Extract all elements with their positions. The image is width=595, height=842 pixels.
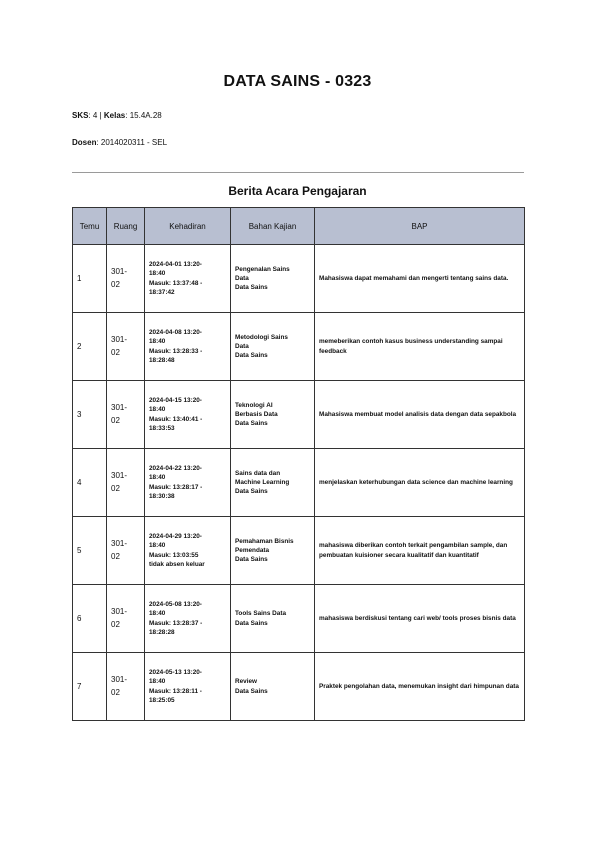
cell-kehadiran: 2024-05-13 13:20- 18:40 Masuk: 13:28:11 - 18:25:05 [145,653,231,721]
cell-ruang: 301- 02 [107,381,145,449]
cell-temu: 3 [73,381,107,449]
header-kehadiran: Kehadiran [145,208,231,245]
cell-bap: menjelaskan keterhubungan data science dan machine learning [315,449,525,517]
table-row [73,585,525,653]
kelas-value: 15.4A.28 [129,111,162,120]
section-divider [72,172,524,173]
table-header-row [73,208,525,245]
cell-bahan-kajian: Sains data dan Machine Learning Data Sains [231,449,315,517]
cell-kehadiran: 2024-04-15 13:20- 18:40 Masuk: 13:40:41 - 18:33:53 [145,381,231,449]
section-title: Berita Acara Pengajaran [228,184,367,198]
cell-ruang: 301- 02 [107,313,145,381]
course-meta: SKS: 4 | Kelas: 15.4A.28 [72,111,162,120]
cell-bahan-kajian: Teknologi AI Berbasis Data Data Sains [231,381,315,449]
cell-ruang: 301- 02 [107,517,145,585]
kelas-label: Kelas [103,111,126,120]
table-row [73,381,525,449]
cell-temu: 7 [73,653,107,721]
cell-ruang: 301- 02 [107,449,145,517]
sks-label: SKS [72,111,89,120]
cell-kehadiran: 2024-04-08 13:20- 18:40 Masuk: 13:28:33 - 18:28:48 [145,313,231,381]
cell-bap: mahasiswa diberikan contoh terkait pengambilan sample, dan pembuatan kuisioner secara kualitatif dan kuantitatif [315,517,525,585]
cell-bahan-kajian: Pengenalan Sains Data Data Sains [231,245,315,313]
cell-ruang: 301- 02 [107,245,145,313]
dosen-label: Dosen [72,138,97,147]
sks-value: 4 [92,111,98,120]
header-bahan-kajian: Bahan Kajian [231,208,315,245]
lecturer-meta: Dosen: 2014020311 - SEL [72,138,168,147]
cell-bap: memeberikan contoh kasus business understanding sampai feedback [315,313,525,381]
page-title: DATA SAINS - 0323 [223,73,372,90]
table-row [73,313,525,381]
table-row [73,245,525,313]
header-ruang: Ruang [107,208,145,245]
header-bap: BAP [315,208,525,245]
table-row [73,449,525,517]
cell-kehadiran: 2024-04-01 13:20- 18:40 Masuk: 13:37:48 - 18:37:42 [145,245,231,313]
cell-kehadiran: 2024-04-29 13:20- 18:40 Masuk: 13:03:55 tidak absen keluar [145,517,231,585]
cell-ruang: 301- 02 [107,585,145,653]
table-row [73,653,525,721]
dosen-value: 2014020311 - SEL [100,138,168,147]
cell-temu: 6 [73,585,107,653]
table-row [73,517,525,585]
cell-bahan-kajian: Review Data Sains [231,653,315,721]
cell-bap: Praktek pengolahan data, menemukan insight dari himpunan data [315,653,525,721]
cell-bap: Mahasiswa membuat model analisis data dengan data sepakbola [315,381,525,449]
cell-ruang: 301- 02 [107,653,145,721]
cell-kehadiran: 2024-04-22 13:20- 18:40 Masuk: 13:28:17 - 18:30:38 [145,449,231,517]
cell-temu: 5 [73,517,107,585]
cell-temu: 2 [73,313,107,381]
bap-table [72,207,525,721]
header-temu: Temu [73,208,107,245]
cell-bahan-kajian: Metodologi Sains Data Data Sains [231,313,315,381]
cell-temu: 1 [73,245,107,313]
cell-bahan-kajian: Pemahaman Bisnis Pemendata Data Sains [231,517,315,585]
cell-bap: Mahasiswa dapat memahami dan mengerti tentang sains data. [315,245,525,313]
cell-bap: mahasiswa berdiskusi tentang cari web/ tools proses bisnis data [315,585,525,653]
cell-kehadiran: 2024-05-08 13:20- 18:40 Masuk: 13:28:37 - 18:28:28 [145,585,231,653]
cell-temu: 4 [73,449,107,517]
cell-bahan-kajian: Tools Sains Data Data Sains [231,585,315,653]
